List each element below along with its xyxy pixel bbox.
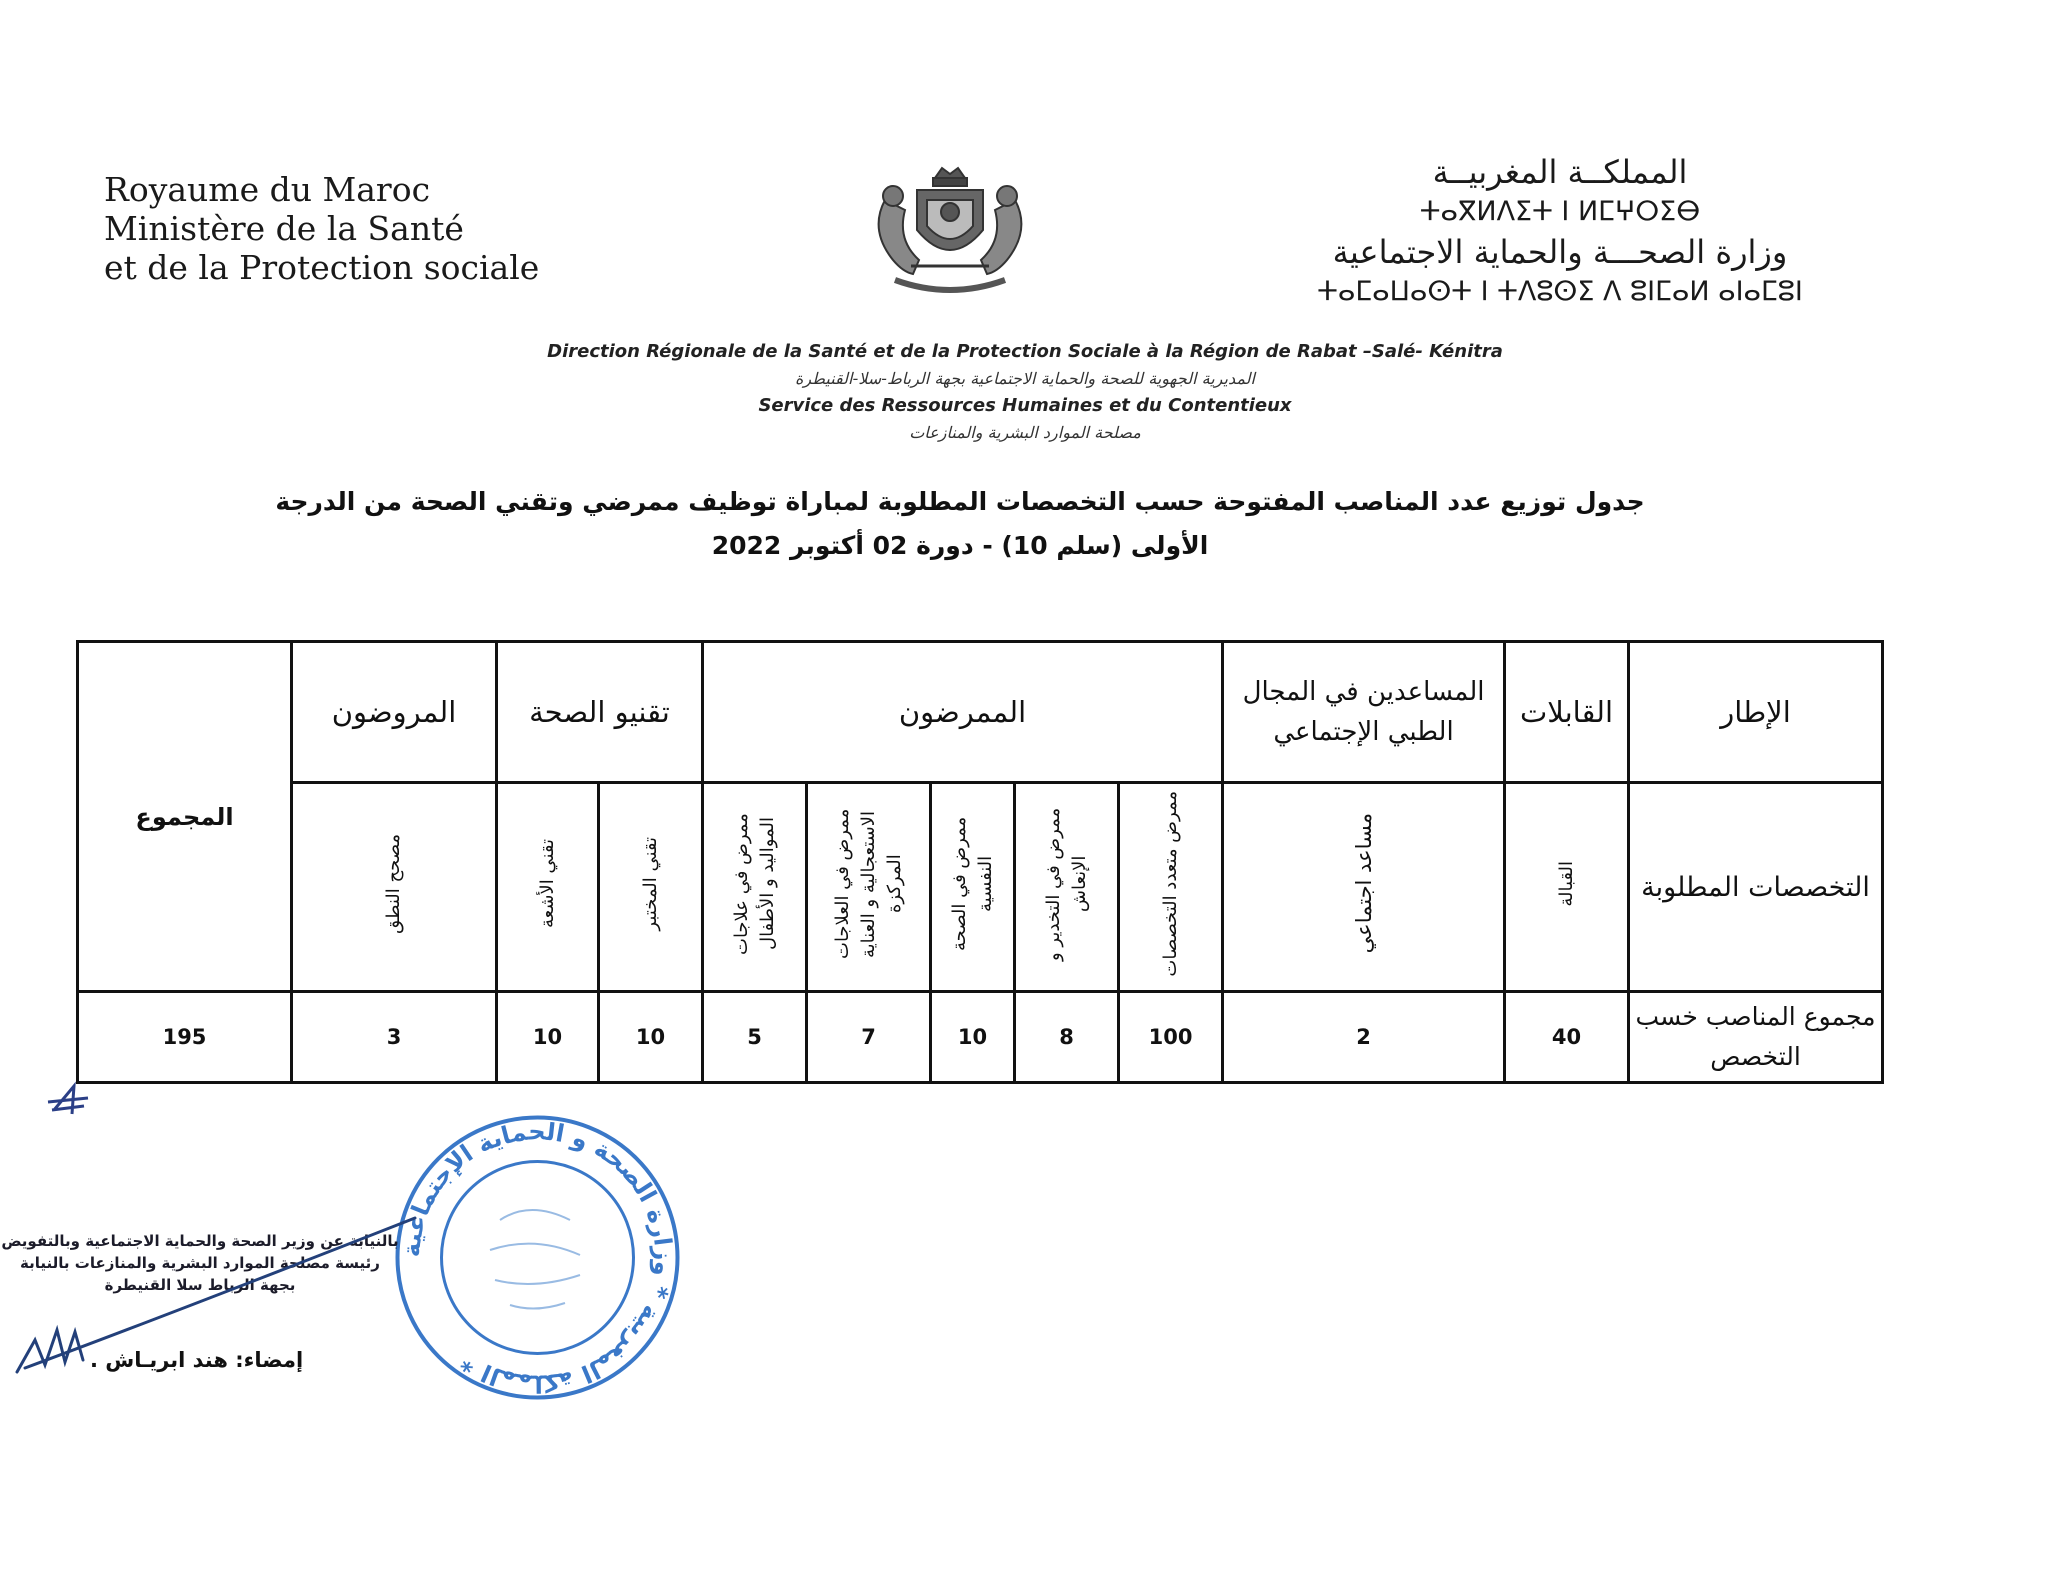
header-total-posts: مجموع المناصب خسب التخصص — [1629, 992, 1883, 1083]
specialty-cell — [1223, 783, 1505, 992]
coat-of-arms-icon — [855, 160, 1045, 310]
group-nurses: الممرضون — [703, 642, 1223, 783]
fr-kingdom: Royaume du Maroc — [104, 170, 431, 209]
specialty-cell — [1119, 783, 1223, 992]
specialty-cell — [1015, 783, 1119, 992]
count-midwifery: 40 — [1505, 992, 1629, 1083]
count-total: 195 — [78, 992, 292, 1083]
specialty-lab-tech: تقني المختبر — [639, 836, 661, 931]
count-pediatric-nurse: 5 — [703, 992, 807, 1083]
direction-block — [400, 338, 1650, 446]
specialty-social-assistant: مساعد اجتماعي — [1351, 813, 1376, 954]
specialty-cell — [1505, 783, 1629, 992]
group-total: المجموع — [78, 642, 292, 992]
specialty-polyvalent-nurse: ممرض متعدد التخصصات — [1159, 790, 1181, 977]
specialty-cell — [599, 783, 703, 992]
count-speech-therapist: 3 — [292, 992, 497, 1083]
direction-ar: المديرية الجهوية للصحة والحماية الاجتماعية بجهة الرباط-سلا-القنيطرة — [795, 369, 1255, 388]
specialty-emergency-nurse: ممرض في العلاجات الاستعجالية و العناية المركزة — [831, 808, 905, 959]
french-header — [104, 170, 664, 287]
service-ar: مصلحة الموارد البشرية والمنازعات — [909, 423, 1141, 442]
page-title — [250, 480, 1670, 568]
count-radiology-tech: 10 — [497, 992, 599, 1083]
specialty-cell — [931, 783, 1015, 992]
posts-table — [76, 640, 1877, 1078]
ar-kingdom: المملكــة المغربيــة — [1432, 153, 1688, 191]
tifinagh-kingdom: ⵜⴰⴳⵍⴷⵉⵜ ⵏ ⵍⵎⵖⵔⵉⴱ — [1419, 196, 1701, 227]
count-social-assistant: 2 — [1223, 992, 1505, 1083]
specialty-cell — [807, 783, 931, 992]
count-anesthesia-nurse: 8 — [1015, 992, 1119, 1083]
group-midwives: القابلات — [1505, 642, 1629, 783]
official-stamp — [390, 1110, 685, 1405]
ar-ministry: وزارة الصحـــة والحماية الاجتماعية — [1332, 233, 1788, 271]
specialty-cell — [292, 783, 497, 992]
fr-ministry-2: et de la Protection sociale — [104, 248, 540, 287]
specialty-midwifery: القبالة — [1555, 860, 1577, 907]
count-mental-health-nurse: 10 — [931, 992, 1015, 1083]
title-line-2: الأولى (سلم 10) - دورة 02 أكتوبر 2022 — [711, 531, 1209, 560]
initial-mark-icon — [44, 1080, 94, 1120]
signature-name: إمضاء: هند ابريـاش . — [90, 1348, 304, 1372]
specialty-mental-health-nurse: ممرض في الصحة النفسية — [948, 816, 996, 951]
count-lab-tech: 10 — [599, 992, 703, 1083]
specialty-speech-therapist: مصحح النطق — [383, 833, 404, 934]
signatory-line-1: بالنيابة عن وزير الصحة والحماية الاجتماعية وبالتفويض — [1, 1232, 399, 1250]
header-specialties: التخصصات المطلوبة — [1629, 783, 1883, 992]
specialty-pediatric-nurse: ممرض في علاجات المواليد و الأطفال — [730, 812, 778, 955]
specialty-anesthesia-nurse: ممرض في التخدير و الإنعاش — [1042, 806, 1090, 961]
title-line-1: جدول توزيع عدد المناصب المفتوحة حسب التخصصات المطلوبة لمباراة توظيف ممرضي وتقني الصحة من الدرجة — [275, 487, 1645, 516]
stamp-arc-text: المملكة المغربية * وزارة الصحة و الحماية الإجتماعية * — [397, 1117, 678, 1398]
group-technicians: تقنيو الصحة — [497, 642, 703, 783]
specialty-cell — [703, 783, 807, 992]
signatory-line-3: بجهة الرباط سلا القنيطرة — [104, 1276, 296, 1294]
group-speech: المروضون — [292, 642, 497, 783]
direction-fr: Direction Régionale de la Santé et de la Protection Sociale à la Région de Rabat –Salé- Kénitra — [547, 341, 1503, 362]
specialty-radiology-tech: تقني الأشعة — [536, 839, 558, 928]
signatory-line-2: رئيسة مصلحة الموارد البشرية والمنازعات بالنيابة — [20, 1254, 380, 1272]
arabic-header — [1250, 150, 1870, 310]
count-emergency-nurse: 7 — [807, 992, 931, 1083]
specialty-cell — [497, 783, 599, 992]
fr-ministry: Ministère de la Santé — [104, 209, 464, 248]
count-polyvalent-nurse: 100 — [1119, 992, 1223, 1083]
group-assistants: المساعدين في المجال الطبي الإجتماعي — [1223, 642, 1505, 783]
service-fr: Service des Ressources Humaines et du Contentieux — [758, 395, 1292, 416]
tifinagh-ministry: ⵜⴰⵎⴰⵡⴰⵙⵜ ⵏ ⵜⴷⵓⵙⵉ ⴷ ⵓⵏⵎⴰⵍ ⴰⵏⴰⵎⵓⵏ — [1317, 276, 1803, 307]
header-cadre: الإطار — [1629, 642, 1883, 783]
